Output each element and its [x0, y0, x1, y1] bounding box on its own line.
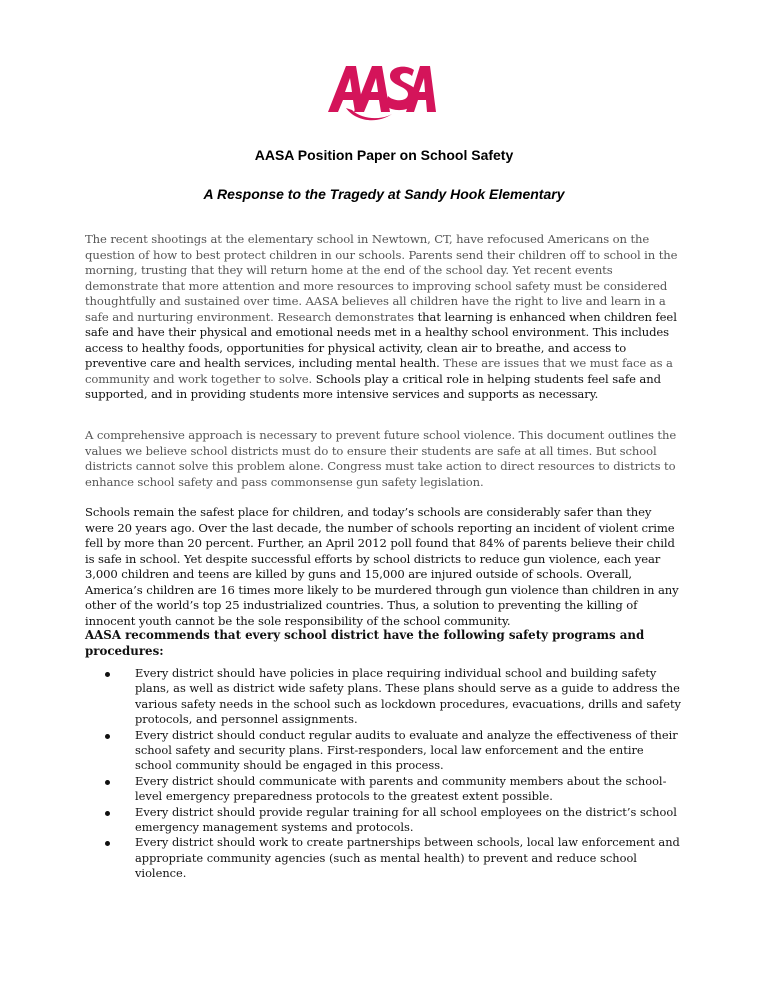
list-item [85, 774, 683, 805]
bullet-icon [105, 811, 110, 816]
list-item-text: Every district should have policies in place requiring individual school and building safety plans, as well as district wide safety plans. These plans should serve as a guide to address the various safety needs in the school such as lockdown procedures, evacuations, drills and safety protocols, and personnel assignments. [135, 666, 681, 727]
list-item [85, 728, 683, 774]
list-item [85, 835, 683, 881]
statistics-paragraph: Schools remain the safest place for children, and today’s schools are considerably safer than they were 20 years ago. Over the last decade, the number of schools reporting an incident of violent crime fell by more than 20 percent. Further, an April 2012 poll found that 84% of parents believe their child is safe in school. Yet despite successful efforts by school districts to reduce gun violence, each year 3,000 children and teens are killed by guns and 15,000 are injured outside of schools. Overall, America’s children are 16 times more likely to be murdered through gun violence than children in any other of the world’s top 25 industrialized countries. Thus, a solution to preventing the killing of innocent youth cannot be the sole responsibility of the school community. [85, 505, 679, 628]
document-title: AASA Position Paper on School Safety [254, 147, 514, 163]
list-item-text: Every district should work to create partnerships between schools, local law enforcement and appropriate community agencies (such as mental health) to prevent and reduce school violence. [135, 835, 680, 881]
recommendations-list [85, 666, 685, 882]
bullet-icon [105, 672, 110, 677]
bullet-icon [105, 734, 110, 739]
document-subtitle: A Response to the Tragedy at Sandy Hook Elementary [203, 186, 565, 202]
list-item [85, 805, 683, 836]
bullet-icon [105, 780, 110, 785]
bullet-icon [105, 841, 110, 846]
list-item [85, 666, 683, 728]
list-item-text: Every district should provide regular training for all school employees on the district’s school emergency management systems and protocols. [135, 804, 677, 835]
list-item-text: Every district should conduct regular audits to evaluate and analyze the effectiveness of their school safety and security plans. First-responders, local law enforcement and the entire school community should be engaged in this process. [135, 727, 678, 773]
list-item-text: Every district should communicate with parents and community members about the school-level emergency preparedness protocols to the greatest extent possible. [135, 773, 667, 804]
recommendations-heading: AASA recommends that every school district have the following safety programs and procedures: [85, 628, 645, 658]
intro-text-dark-2: Schools play a critical role in helping students feel safe and supported, and in providing students more intensive services and supports as necessary. [85, 371, 661, 401]
intro-text-grey-1: The recent shootings at the elementary school in Newtown, CT, have refocused Americans on the question of how to best protect children in our schools. Parents send their children off to school in the morning, trusting that they will return home at the end of the school day. Yet recent events demonstrate that more attention and more resources to improving school safety must be considered thoughtfully and sustained over time. AASA believes all children have the right to live and learn in a safe and nurturing environment. Research demonstrates [85, 232, 678, 324]
approach-paragraph: A comprehensive approach is necessary to prevent future school violence. This document outlines the values we believe school districts must do to ensure their students are safe at all times. But school districts cannot solve this problem alone. Congress must take action to direct resources to districts to enhance school safety and pass commonsense gun safety legislation. [85, 428, 677, 489]
intro-text-dark-1: that learning is enhanced when children feel safe and have their physical and emotional needs met in a healthy school environment. This includes access to healthy foods, opportunities for physical activity, clean air to breathe, and access to preventive care and health services, including mental health. [85, 309, 677, 370]
intro-paragraph [85, 232, 683, 403]
aasa-logo [326, 60, 438, 126]
intro-text-grey-2: These are issues that we must face as a community and work together to solve. [85, 356, 673, 386]
